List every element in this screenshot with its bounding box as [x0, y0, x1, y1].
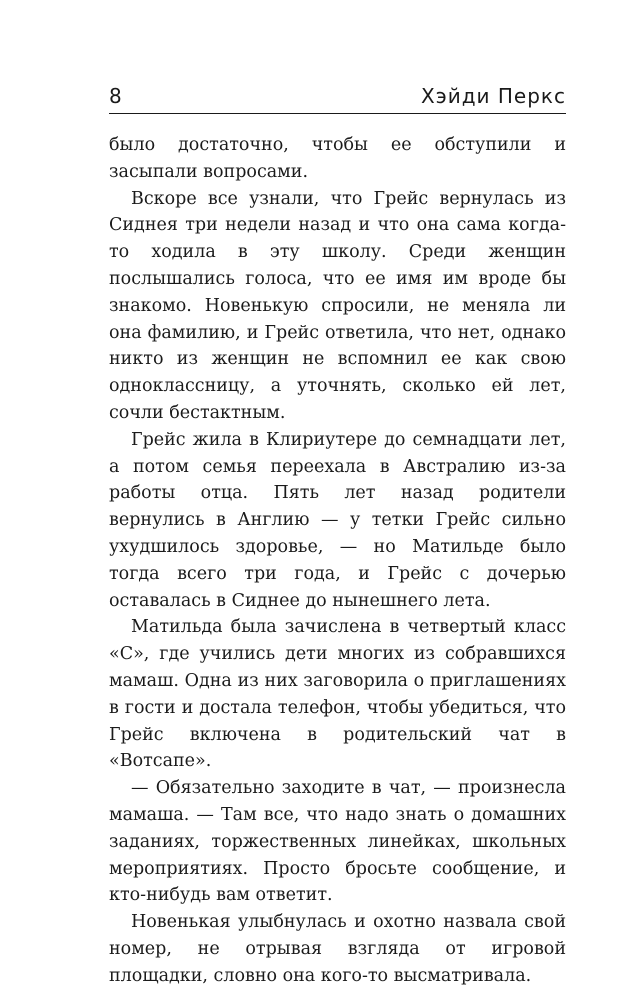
paragraph: Грейс жила в Клириутере до семнадцати лет, а потом семья переехала в Австралию из-за работы отца. Пять лет назад родители вернулись в Англию — у тетки Грейс сильно ухудшилось здоровье, — но Матильде было тогда всего три года, и Грейс с дочерью оставалась в Сиднее до нынешнего лета. — [109, 429, 566, 611]
body-text — [109, 132, 566, 990]
paragraph: Новенькая улыбнулась и охотно назвала свой номер, не отрывая взгляда от игровой площадки, словно она кого-то высматривала. — [109, 912, 566, 986]
paragraph: Матильда была зачислена в четвертый класс «С», где учились дети многих из собравшихся мамаш. Одна из них заговорила о приглашениях в гости и достала телефон, чтобы убедиться, что Грейс включена в родительский чат в «Вотсапе». — [109, 617, 566, 772]
page-number: 8 — [109, 84, 122, 108]
author-name: Хэйди Перкс — [421, 84, 566, 108]
paragraph-continuation: было достаточно, чтобы ее обступили и засыпали вопросами. — [109, 135, 566, 182]
running-head — [109, 84, 566, 116]
paragraph-dialogue: — Обязательно заходите в чат, — произнесла мамаша. — Там все, что надо знать о домашних заданиях, торжественных линейках, школьных мероприятиях. Просто бросьте сообщение, и кто-нибудь вам ответит. — [109, 778, 566, 906]
paragraph: Вскоре все узнали, что Грейс вернулась из Сиднея три недели назад и что она сама когда-то ходила в эту школу. Среди женщин послышались голоса, что ее имя им вроде бы знакомо. Новенькую спросили, не меняла ли она фамилию, и Грейс ответила, что нет, однако никто из женщин не вспомнил ее как свою одноклассницу, а уточнять, сколько ей лет, сочли бестактным. — [109, 188, 566, 423]
header-rule — [109, 113, 566, 114]
